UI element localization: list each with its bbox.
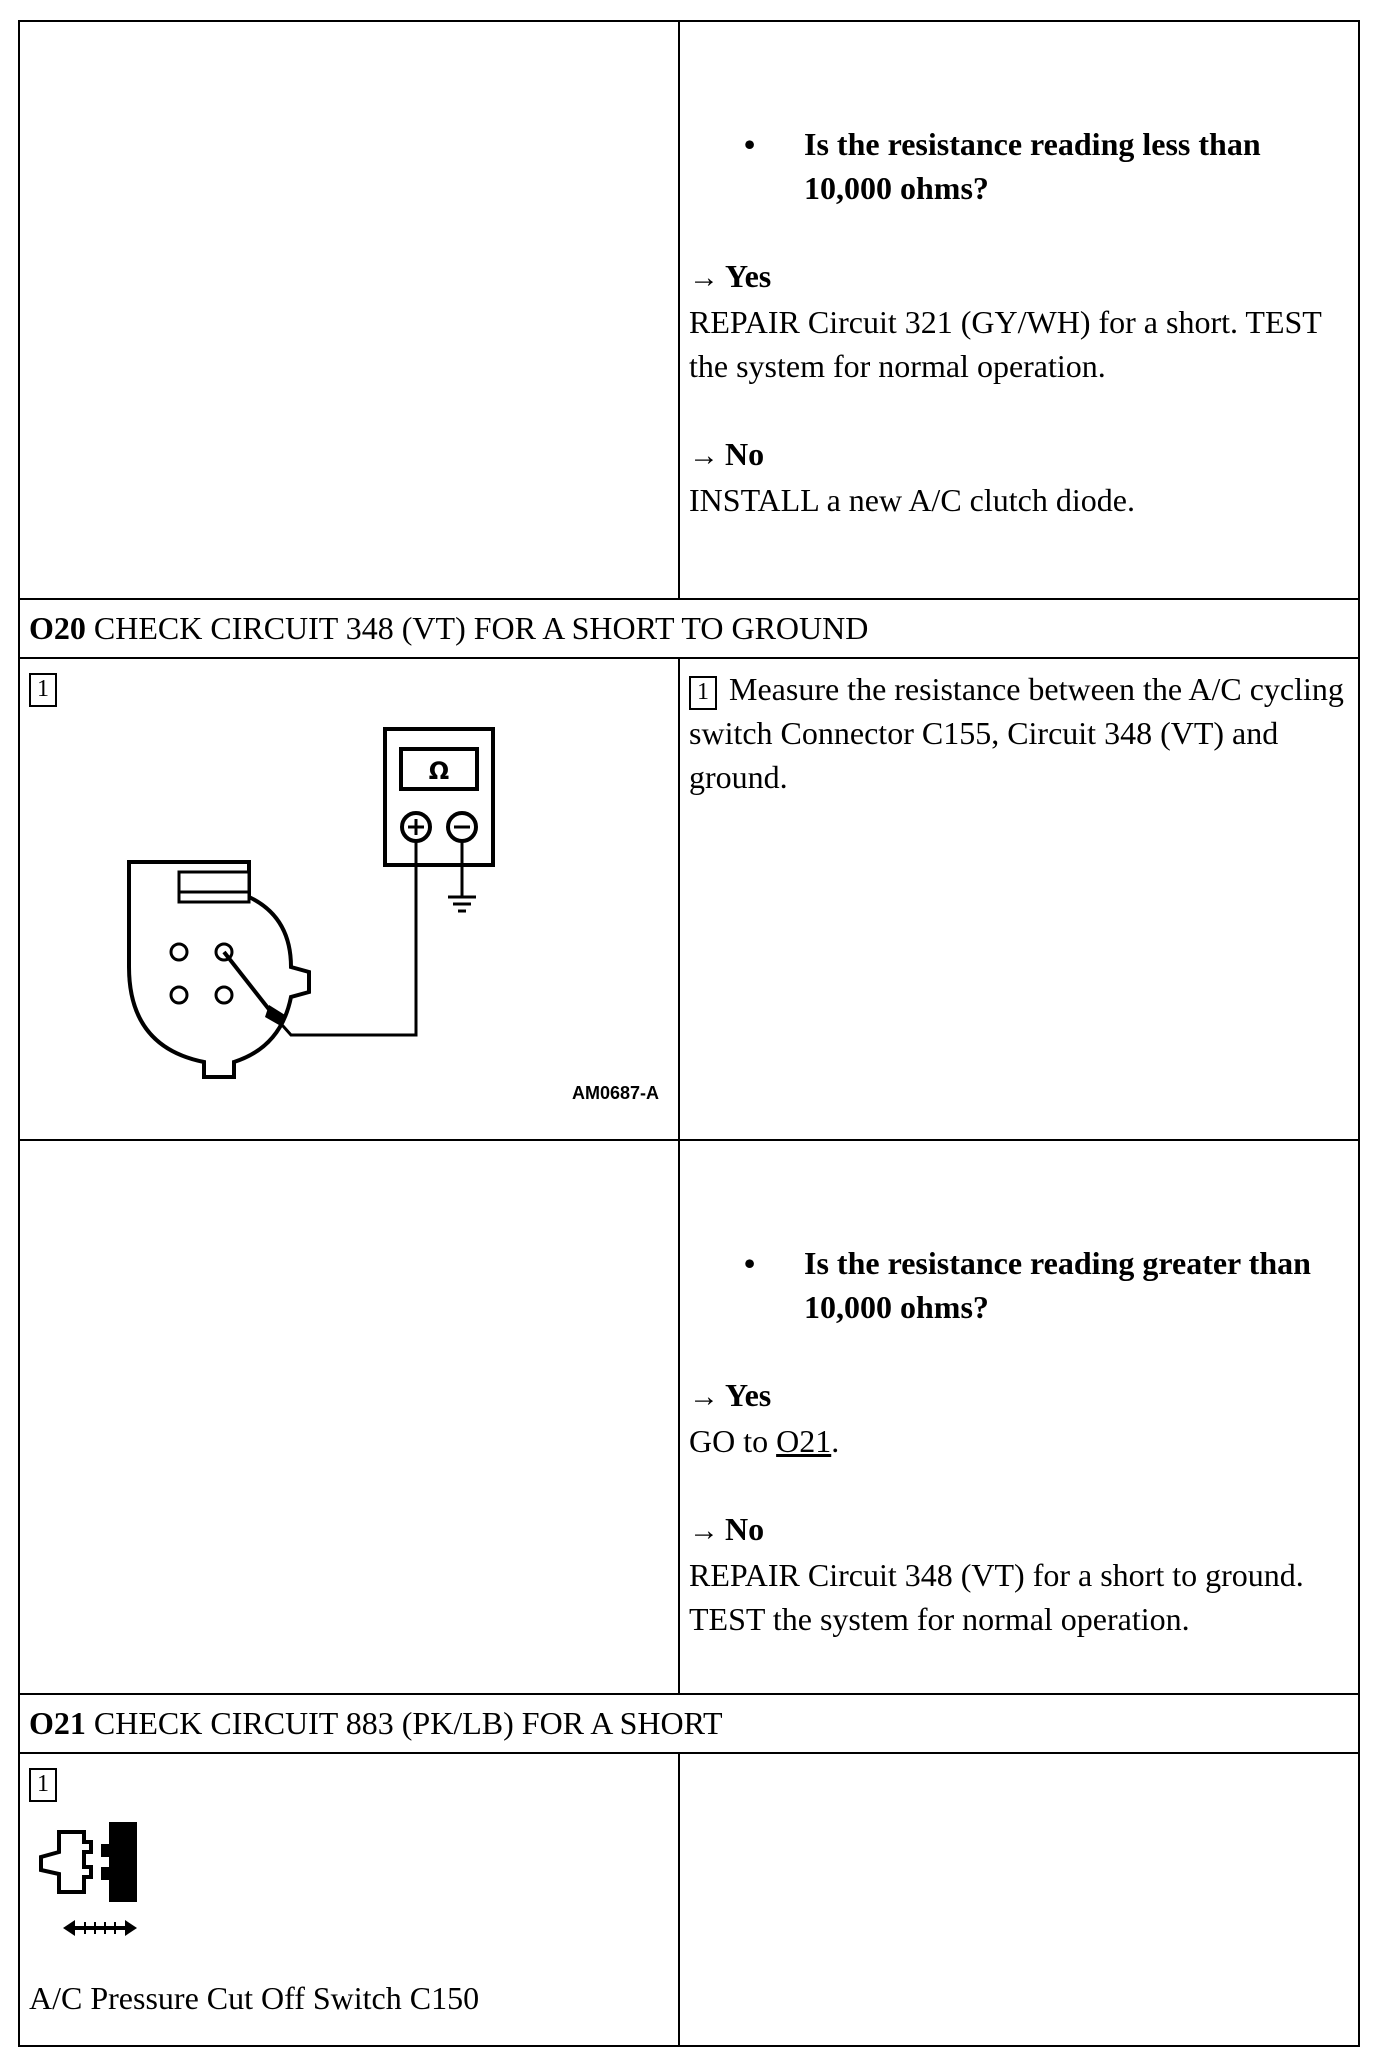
connector-caption: A/C Pressure Cut Off Switch C150: [29, 1980, 480, 2016]
bullet-icon: •: [744, 126, 756, 162]
step-badge: 1: [29, 1768, 57, 1802]
connector-cell: [19, 1753, 679, 2046]
yes-text-prefix: GO to: [689, 1423, 777, 1459]
yes-label: Yes: [725, 258, 772, 294]
question-text: Is the resistance reading greater than 10,000 ohms?: [804, 1245, 1311, 1325]
instruction-cell: [679, 658, 1359, 1140]
instruction-text: Measure the resistance between the A/C cycling switch Connector C155, Circuit 348 (VT) and ground.: [689, 671, 1344, 795]
arrow-icon: →: [689, 1514, 719, 1547]
table-row: [19, 1753, 1359, 2046]
yes-text: [689, 1419, 1349, 1463]
yes-text: REPAIR Circuit 321 (GY/WH) for a short. TEST the system for normal operation.: [689, 304, 1322, 384]
ohmmeter-diagram: [29, 667, 669, 1107]
question-text: Is the resistance reading less than 10,000 ohms?: [804, 126, 1261, 206]
step-badge: 1: [689, 676, 717, 710]
connector-ohmmeter-icon: [29, 667, 669, 1107]
yes-answer: [689, 254, 1349, 388]
question-cell: [679, 1140, 1359, 1694]
empty-cell: [19, 21, 679, 599]
table-row: [19, 599, 1359, 658]
arrow-icon: →: [689, 261, 719, 294]
yes-answer: [689, 1373, 1349, 1463]
bullet-icon: •: [744, 1245, 756, 1281]
connector-disconnect-icon: [29, 1812, 169, 1962]
goto-o21-link[interactable]: O21: [776, 1423, 832, 1459]
step-title-o21: CHECK CIRCUIT 883 (PK/LB) FOR A SHORT: [85, 1705, 723, 1741]
no-text: INSTALL a new A/C clutch diode.: [689, 482, 1135, 518]
arrow-icon: →: [689, 1380, 719, 1413]
question-bullet: [744, 1241, 1349, 1329]
step-number-o20: O20: [29, 610, 86, 646]
arrow-icon: →: [689, 439, 719, 472]
empty-cell: [679, 1753, 1359, 2046]
step-number-o21: O21: [29, 1705, 86, 1741]
yes-text-suffix: .: [831, 1423, 840, 1459]
disconnect-diagram: [29, 1762, 669, 2022]
step-heading-o21: [19, 1694, 1359, 1753]
no-label: No: [725, 1511, 765, 1547]
no-label: No: [725, 436, 765, 472]
step-badge: 1: [29, 673, 57, 707]
question-bullet: [744, 122, 1349, 210]
table-row: [19, 658, 1359, 1140]
empty-cell: [19, 1140, 679, 1694]
figure-code: AM0687-A: [571, 1083, 659, 1103]
question-cell: [679, 21, 1359, 599]
table-row: [19, 21, 1359, 599]
table-row: [19, 1140, 1359, 1694]
step-heading-o20: [19, 599, 1359, 658]
no-answer: [689, 1507, 1349, 1641]
diagnostic-table: [18, 20, 1360, 2047]
table-row: [19, 1694, 1359, 1753]
diagram-cell: [19, 658, 679, 1140]
ohm-symbol: Ω: [428, 757, 450, 785]
no-answer: [689, 432, 1349, 522]
yes-label: Yes: [725, 1377, 772, 1413]
no-text: REPAIR Circuit 348 (VT) for a short to ground. TEST the system for normal operation.: [689, 1557, 1304, 1637]
step-title-o20: CHECK CIRCUIT 348 (VT) FOR A SHORT TO GROUND: [85, 610, 869, 646]
